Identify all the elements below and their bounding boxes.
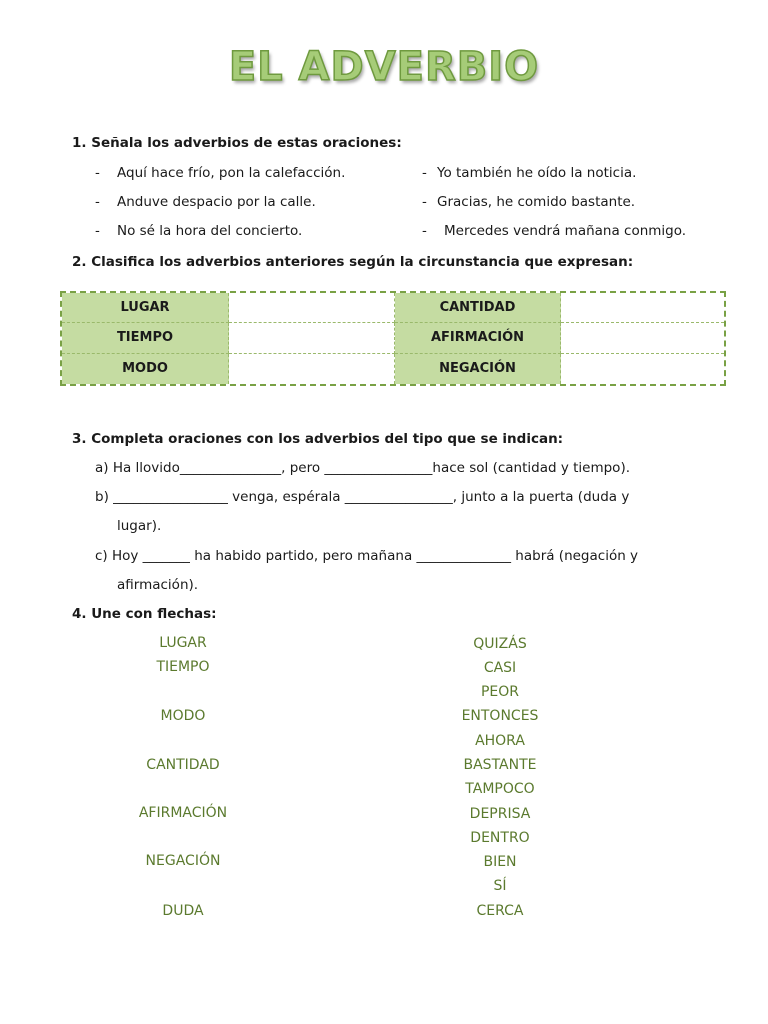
match-right-item[interactable]: BASTANTE [463, 757, 537, 773]
table-answer-cell[interactable] [229, 323, 395, 353]
match-right-item[interactable]: DEPRISA [469, 806, 531, 822]
table-label-cell: CANTIDAD [395, 293, 561, 323]
match-left-item[interactable]: TIEMPO [156, 659, 210, 675]
fill-line-b-cont: lugar). [117, 518, 162, 534]
fill-line-a: a) Ha llovido_______________, pero ________________hace sol (cantidad y tiempo). [95, 460, 631, 476]
match-right-item[interactable]: ENTONCES [461, 708, 539, 724]
fill-line-b: b) _________________ venga, espérala ________________, junto a la puerta (duda y [95, 489, 630, 505]
fill-line-c: c) Hoy _______ ha habido partido, pero mañana ______________ habrá (negación y [95, 548, 639, 564]
sentence-left-2: - Anduve despacio por la calle. [95, 194, 316, 210]
match-left-item[interactable]: MODO [160, 708, 206, 724]
sentence-left-3: - No sé la hora del concierto. [95, 223, 303, 239]
match-right-item[interactable]: QUIZÁS [473, 636, 527, 652]
table-label-cell: LUGAR [62, 293, 229, 323]
sentence-right-3: - Mercedes vendrá mañana conmigo. [422, 223, 687, 239]
table-label-cell: NEGACIÓN [395, 354, 561, 384]
fill-line-c-cont: afirmación). [117, 577, 199, 593]
match-left-item[interactable]: CANTIDAD [146, 757, 220, 773]
match-right-item[interactable]: DENTRO [470, 830, 530, 846]
table-answer-cell[interactable] [229, 293, 395, 323]
table-answer-cell[interactable] [229, 354, 395, 384]
table-answer-cell[interactable] [561, 323, 724, 353]
sentence-right-1: - Yo también he oído la noticia. [422, 165, 637, 181]
sentence-right-2: - Gracias, he comido bastante. [422, 194, 636, 210]
section-3-heading: 3. Completa oraciones con los adverbios del tipo que se indican: [72, 431, 564, 447]
match-right-item[interactable]: BIEN [483, 854, 517, 870]
table-label-cell: AFIRMACIÓN [395, 323, 561, 353]
match-right-item[interactable]: TAMPOCO [465, 781, 535, 797]
sentence-left-1: - Aquí hace frío, pon la calefacción. [95, 165, 346, 181]
match-right-item[interactable]: AHORA [475, 733, 525, 749]
table-answer-cell[interactable] [561, 293, 724, 323]
match-right-item[interactable]: CERCA [476, 903, 524, 919]
page-title: EL ADVERBIO [228, 44, 540, 90]
match-left-item[interactable]: LUGAR [159, 635, 207, 651]
match-left-item[interactable]: DUDA [162, 903, 204, 919]
table-label-cell: TIEMPO [62, 323, 229, 353]
match-right-item[interactable]: SÍ [493, 878, 507, 894]
section-4-heading: 4. Une con flechas: [72, 606, 217, 622]
section-1-heading: 1. Señala los adverbios de estas oraciones: [72, 135, 402, 151]
classification-table [60, 291, 726, 386]
table-answer-cell[interactable] [561, 354, 724, 384]
section-2-heading: 2. Clasifica los adverbios anteriores según la circunstancia que expresan: [72, 254, 634, 270]
match-left-item[interactable]: NEGACIÓN [145, 853, 221, 869]
table-label-cell: MODO [62, 354, 229, 384]
match-right-item[interactable]: CASI [483, 660, 517, 676]
match-left-item[interactable]: AFIRMACIÓN [138, 805, 228, 821]
match-right-item[interactable]: PEOR [480, 684, 520, 700]
